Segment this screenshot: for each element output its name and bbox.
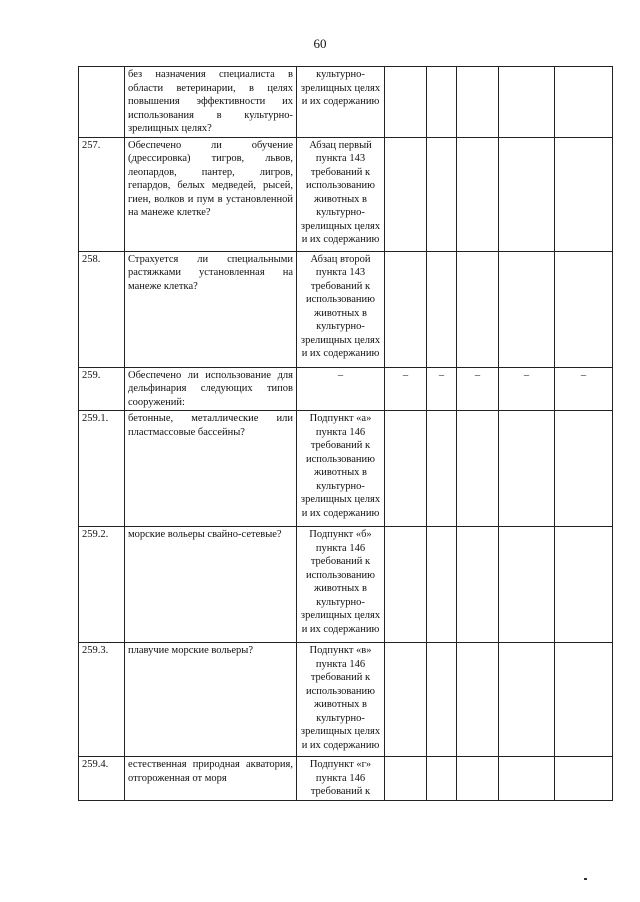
answer-cell [427,67,457,138]
answer-cell [499,137,555,251]
item-number: 259.2. [79,527,125,643]
answer-cell [499,757,555,801]
answer-cell: – [385,367,427,411]
item-number [79,67,125,138]
table-row [79,757,613,801]
answer-cell [457,411,499,527]
answer-cell [385,137,427,251]
answer-cell [499,643,555,757]
answer-cell [385,411,427,527]
answer-cell [385,643,427,757]
answer-cell [427,411,457,527]
table-row [79,367,613,411]
checklist-table [78,66,613,801]
answer-cell [427,527,457,643]
answer-cell [457,643,499,757]
page-number: 60 [313,36,327,51]
answer-cell [457,527,499,643]
answer-cell: – [427,367,457,411]
question-text: естественная природная акватория, отгороженная от моря [125,757,297,801]
answer-cell [555,643,613,757]
answer-cell [457,251,499,367]
answer-cell [555,757,613,801]
item-number: 258. [79,251,125,367]
answer-cell [499,411,555,527]
answer-cell [499,251,555,367]
answer-cell [385,757,427,801]
legal-reference: Подпункт «в» пункта 146 требований к использованию животных в культурно-зрелищных целях и их содержанию [297,643,385,757]
question-text: Страхуется ли специальными растяжками установленная на манеже клетка? [125,251,297,367]
item-number: 259.4. [79,757,125,801]
answer-cell [385,251,427,367]
answer-cell [457,137,499,251]
scan-speck [584,878,587,880]
legal-reference: Абзац первый пункта 143 требований к использованию животных в культурно-зрелищных целях и их содержанию [297,137,385,251]
table-row [79,527,613,643]
legal-reference: культурно-зрелищных целях и их содержанию [297,67,385,138]
legal-reference: Подпункт «а» пункта 146 требований к использованию животных в культурно-зрелищных целях и их содержанию [297,411,385,527]
question-text: Обеспечено ли обучение (дрессировка) тигров, львов, леопардов, пантер, лигров, гепардов, белых медведей, рысей, гиен, волков и пум в установленной на манеже клетке? [125,137,297,251]
table-row [79,251,613,367]
legal-reference: Подпункт «г» пункта 146 требований к [297,757,385,801]
answer-cell [427,251,457,367]
legal-reference: Абзац второй пункта 143 требований к использованию животных в культурно-зрелищных целях и их содержанию [297,251,385,367]
answer-cell [499,67,555,138]
answer-cell [555,137,613,251]
answer-cell [457,67,499,138]
answer-cell [555,411,613,527]
question-text: Обеспечено ли использование для дельфинария следующих типов сооружений: [125,367,297,411]
answer-cell: – [457,367,499,411]
answer-cell: – [555,367,613,411]
table-row [79,137,613,251]
answer-cell [385,67,427,138]
question-text: морские вольеры свайно-сетевые? [125,527,297,643]
answer-cell [555,67,613,138]
answer-cell [427,643,457,757]
answer-cell: – [499,367,555,411]
item-number: 259.3. [79,643,125,757]
legal-reference: – [297,367,385,411]
table-row [79,643,613,757]
question-text: плавучие морские вольеры? [125,643,297,757]
item-number: 257. [79,137,125,251]
answer-cell [427,757,457,801]
question-text: без назначения специалиста в области ветеринарии, в целях повышения эффективности их использования в культурно-зрелищных целях? [125,67,297,138]
answer-cell [499,527,555,643]
answer-cell [385,527,427,643]
answer-cell [555,527,613,643]
item-number: 259.1. [79,411,125,527]
legal-reference: Подпункт «б» пункта 146 требований к использованию животных в культурно-зрелищных целях и их содержанию [297,527,385,643]
answer-cell [555,251,613,367]
answer-cell [427,137,457,251]
question-text: бетонные, металлические или пластмассовые бассейны? [125,411,297,527]
table-row [79,411,613,527]
table-row [79,67,613,138]
answer-cell [457,757,499,801]
item-number: 259. [79,367,125,411]
